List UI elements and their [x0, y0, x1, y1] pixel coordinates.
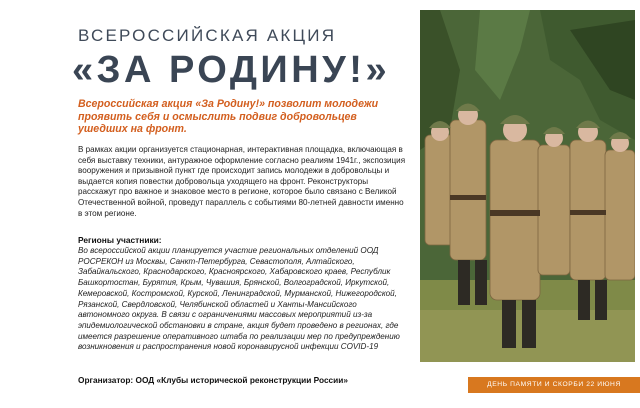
- body-paragraph: В рамках акции организуется стационарная, интерактивная площадка, включающая в себя выставку техники, антуражное оформление согласно реалиям 1941г., экспозиция вооружения и призывной пункт где происходит запись молодежи в добровольцы и выдается копия повестки добровольца уходящего на фронт. Реконструкторы расскажут про важное и знаковое место в регионе, которое было связано с Великой Отечественной войной, проведут параллель с событиями 80-летней давности именно в этом регионе.: [78, 145, 406, 218]
- event-headline: «ЗА РОДИНУ!»: [72, 49, 391, 91]
- organizer-value: ООД «Клубы исторической реконструкции России»: [135, 375, 348, 385]
- soldiers-photo: [420, 10, 635, 362]
- soldiers-photo-illustration: [420, 10, 635, 362]
- footer-banner: ДЕНЬ ПАМЯТИ И СКОРБИ 22 ИЮНЯ: [468, 377, 640, 393]
- organizer-line: [78, 375, 408, 385]
- regions-paragraph: Во всероссийской акции планируется участие региональных отделений ООД РОСРЕКОН из Москвы, Санкт-Петербурга, Севастополя, Алтайского, Забайкальского, Краснодарского, Красноярского, Хабаровского краев, Республик Башкортостан, Бурятия, Крым, Чувашия, Брянской, Волгоградской, Иркутской, Кемеровской, Костромской, Курской, Ленинградской, Мурманской, Нижегородской, Рязанской, Свердловской, Челябинской областей и Ханты-Мансийского автономного округа. В связи с ограничениями массовых мероприятий из-за эпидемиологической обстановки в стране, акция будет проведено в регионах, где имеется разрешение оперативного штаба по реализации мер по предупреждению возникновения и распространения новой коронавирусной инфекции COVID-19: [78, 246, 400, 352]
- event-kicker: ВСЕРОССИЙСКАЯ АКЦИЯ: [78, 26, 337, 45]
- organizer-label: Организатор:: [78, 375, 134, 385]
- lead-paragraph: Всероссийская акция «За Родину!» позволит молодежи проявить себя и осмыслить подвиг добровольцев ушедших на фронт.: [78, 98, 379, 136]
- regions-title: Регионы участники:: [78, 235, 162, 245]
